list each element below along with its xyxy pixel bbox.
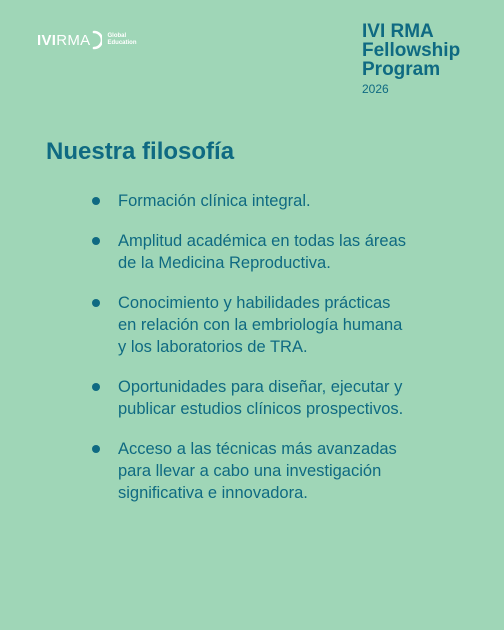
program-title-line2: Fellowship <box>362 40 461 61</box>
ivi-rma-logo <box>37 28 137 52</box>
program-title-line3: Program <box>362 59 441 80</box>
program-year: 2026 <box>362 82 389 96</box>
list-item <box>88 376 408 420</box>
bullet-icon <box>92 299 100 307</box>
logo-subtitle-line1: Global <box>107 33 127 39</box>
logo-wordmark <box>37 33 90 48</box>
logo-wordmark-rest: RMA <box>56 31 91 49</box>
logo-arc-icon <box>92 30 102 50</box>
logo-wordmark-bold: IVI <box>37 31 57 49</box>
list-item <box>88 190 408 212</box>
program-title <box>362 22 497 79</box>
bullet-icon <box>92 445 100 453</box>
list-item-text: Formación clínica integral. <box>118 192 311 210</box>
list-item-text: Conocimiento y habilidades prácticas en relación con la embriología humana y los laboratorios de TRA. <box>118 294 403 356</box>
list-item-text: Amplitud académica en todas las áreas de la Medicina Reproductiva. <box>118 232 406 272</box>
program-header <box>362 22 497 97</box>
bullet-icon <box>92 383 100 391</box>
bullet-icon <box>92 197 100 205</box>
logo-subtitle <box>107 33 136 47</box>
list-item-text: Oportunidades para diseñar, ejecutar y publicar estudios clínicos prospectivos. <box>118 378 404 418</box>
philosophy-list <box>88 190 408 522</box>
program-title-line1: IVI RMA <box>362 21 434 42</box>
list-item <box>88 230 408 274</box>
list-item <box>88 292 408 358</box>
page-heading: Nuestra filosofía <box>46 138 235 165</box>
logo-subtitle-line2: Education <box>107 40 137 46</box>
list-item <box>88 438 408 504</box>
bullet-icon <box>92 237 100 245</box>
list-item-text: Acceso a las técnicas más avanzadas para llevar a cabo una investigación significativa e innovadora. <box>118 440 397 502</box>
